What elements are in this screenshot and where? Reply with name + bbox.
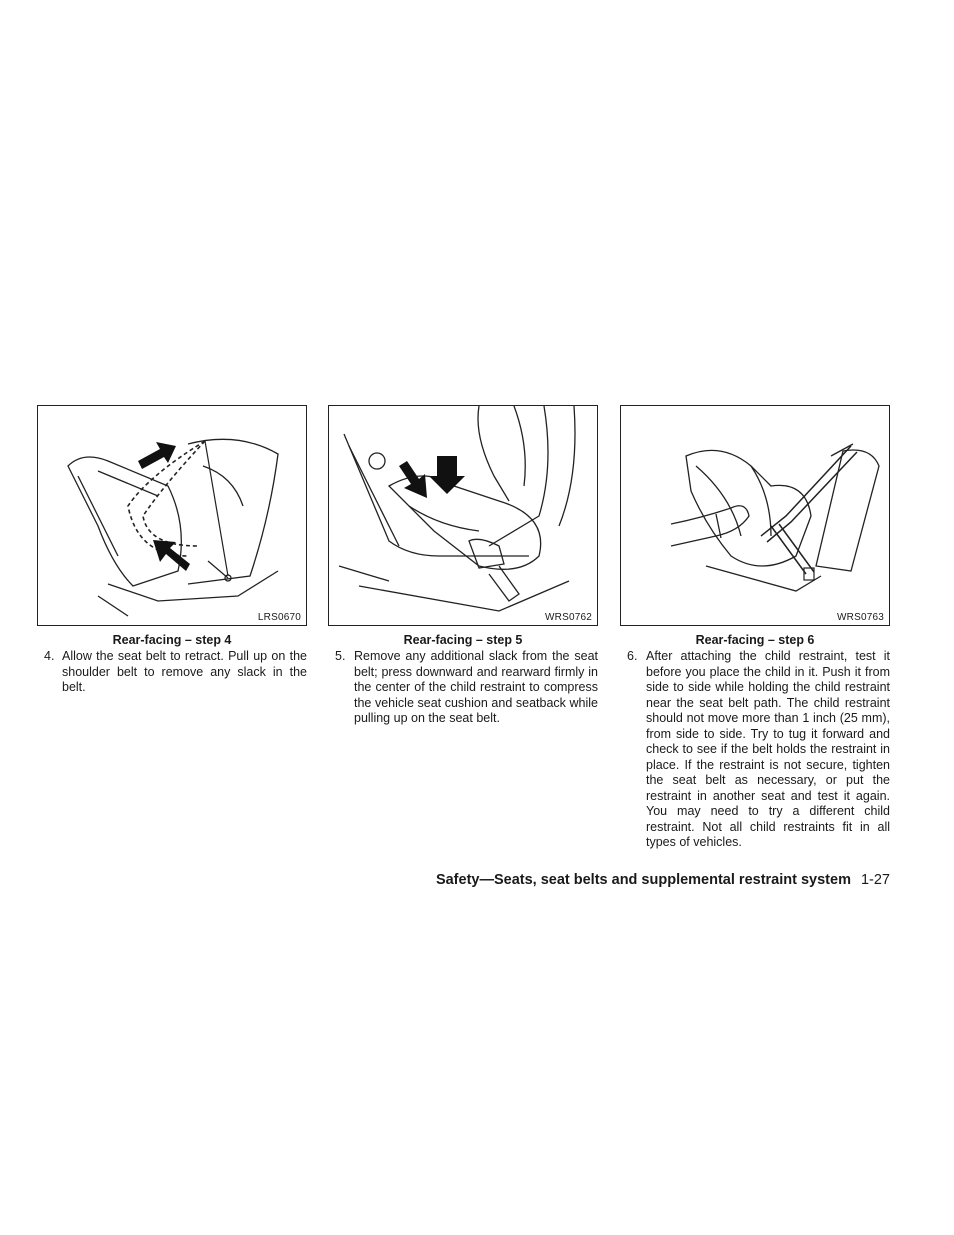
figure-caption: Rear-facing – step 5 xyxy=(403,633,523,647)
figure-step-6 xyxy=(620,405,890,626)
page-number: 1-27 xyxy=(860,872,890,888)
step-5-column xyxy=(328,405,598,727)
figure-caption: Rear-facing – step 6 xyxy=(695,633,815,647)
section-title: Safety—Seats, seat belts and supplemental restraint system xyxy=(435,872,851,888)
child-seat-illustration-step-4 xyxy=(38,406,306,625)
figure-caption: Rear-facing – step 4 xyxy=(112,633,232,647)
step-body: After attaching the child restraint, test it before you place the child in it. Push it from side to side while holding the child restraint near the seat belt path. The child restraint should not move more than 1 inch (25 mm), from side to side. Try to tug it forward and check to see if the belt holds the restraint in place. If the restraint is not secure, tighten the seat belt as necessary, or put the restraint in another seat and test it again. You may need to try a different child restraint. Not all child restraints fit in all types of vehicles. xyxy=(646,649,890,849)
figure-step-4 xyxy=(37,405,307,626)
step-4-column xyxy=(37,405,307,696)
step-4-text xyxy=(37,649,307,696)
child-seat-illustration-step-6 xyxy=(621,406,889,625)
step-number: 4. xyxy=(44,649,55,663)
step-6-column xyxy=(620,405,890,851)
figure-code: LRS0670 xyxy=(257,612,301,623)
step-6-text xyxy=(620,649,890,851)
child-seat-illustration-step-5 xyxy=(329,406,597,625)
page-footer xyxy=(436,872,890,888)
step-body: Remove any additional slack from the seat belt; press downward and rearward firmly in the center of the child restraint to compress the vehicle seat cushion and seatback while pulling up on the seat belt. xyxy=(354,649,598,725)
figure-code: WRS0762 xyxy=(545,612,592,623)
figure-step-5 xyxy=(328,405,598,626)
figure-code: WRS0763 xyxy=(837,612,884,623)
step-5-text xyxy=(328,649,598,727)
step-number: 5. xyxy=(335,649,346,663)
step-body: Allow the seat belt to retract. Pull up on the shoulder belt to remove any slack in the belt. xyxy=(62,649,307,694)
step-number: 6. xyxy=(627,649,638,663)
